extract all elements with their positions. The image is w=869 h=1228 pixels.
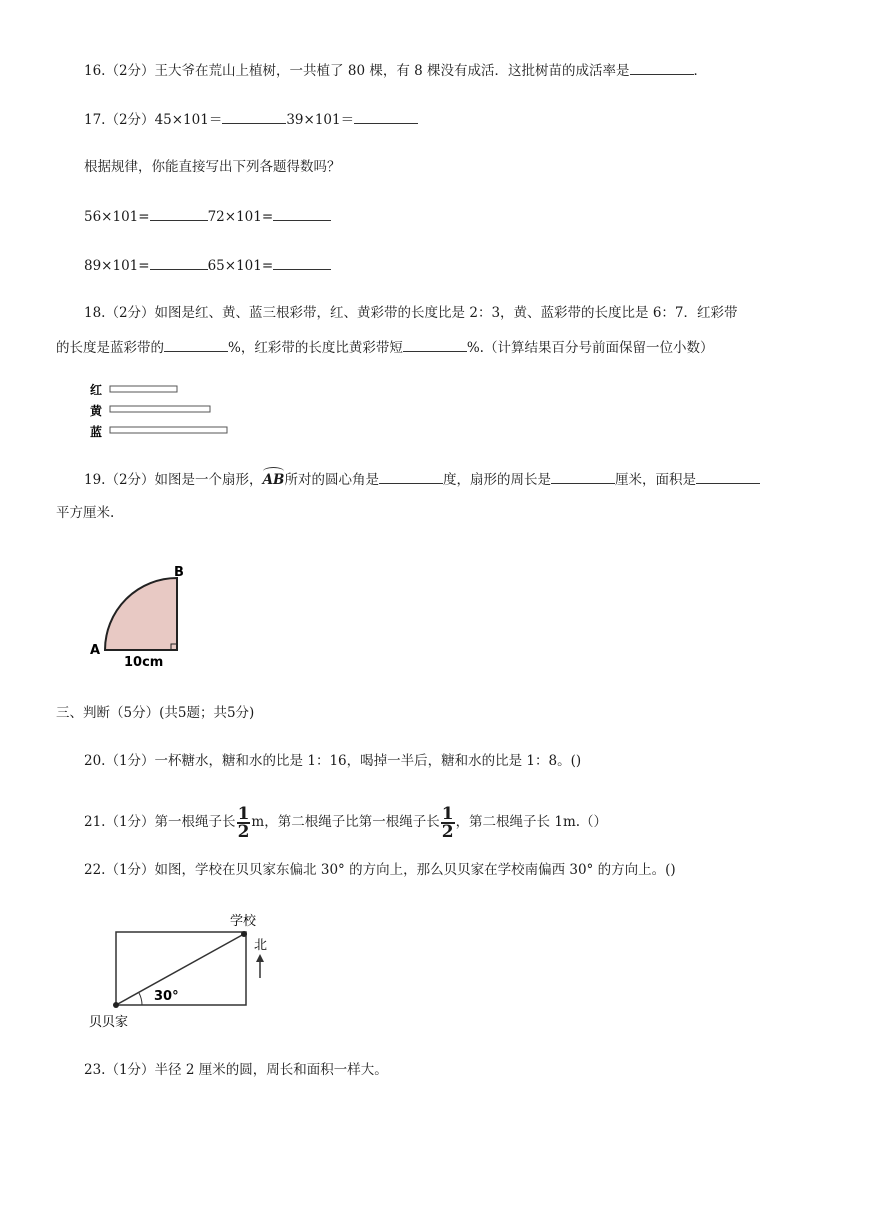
ribbon-figure	[88, 378, 238, 440]
question-17-row-1: 56×101= 72×101=	[84, 206, 331, 227]
home-point	[113, 1002, 119, 1008]
sector-shape	[105, 578, 177, 650]
question-17-row-2: 89×101= 65×101=	[84, 255, 331, 276]
ribbon-label-yellow: 黄	[90, 404, 103, 418]
question-19-line-1: 19.（2分）如图是一个扇形，AB所对的圆心角是 度，扇形的周长是 厘米，面积是	[84, 469, 760, 490]
answer-blank[interactable]	[630, 60, 694, 75]
answer-blank[interactable]	[222, 109, 286, 124]
fraction-one-half: $\frac{1}{2}$	[441, 803, 454, 842]
point-a-label: A	[90, 643, 101, 658]
point-b-label: B	[174, 565, 184, 580]
arc-ab-symbol: AB	[262, 472, 285, 488]
question-19-line-2: 平方厘米.	[56, 505, 115, 521]
radius-label: 10cm	[124, 655, 164, 670]
question-23: 23.（1分）半径 2 厘米的圆，周长和面积一样大。	[84, 1062, 388, 1078]
angle-arc	[139, 993, 142, 1005]
answer-blank[interactable]	[696, 469, 760, 484]
question-17-prompt: 根据规律，你能直接写出下列各题得数吗？	[84, 159, 341, 175]
ribbon-blue	[110, 427, 227, 433]
sector-figure	[84, 562, 194, 672]
answer-blank[interactable]	[354, 109, 418, 124]
direction-figure	[84, 906, 284, 1036]
answer-blank[interactable]	[273, 255, 331, 270]
school-point	[241, 931, 247, 937]
ribbon-yellow	[110, 406, 210, 412]
angle-label: 30°	[154, 989, 179, 1004]
answer-blank[interactable]	[403, 337, 467, 352]
home-label: 贝贝家	[89, 1015, 129, 1030]
question-21: 21.（1分）第一根绳子长 $\frac{1}{2}$ m，第二根绳子比第一根绳子长 $\frac{1}{2}$ ，第二根绳子长 1m.（）	[84, 803, 608, 842]
question-17: 17.（2分）45×101＝ 39×101＝	[84, 109, 418, 130]
ribbon-red	[110, 386, 177, 392]
direction-line	[116, 934, 244, 1005]
section-3-heading: 三、判断（5分）(共5题；共5分)	[56, 705, 255, 721]
question-18-line-1: 18.（2分）如图是红、黄、蓝三根彩带，红、黄彩带的长度比是 2：3，黄、蓝彩带的长度比是 6：7．红彩带	[84, 305, 738, 321]
answer-blank[interactable]	[164, 337, 228, 352]
ribbon-label-red: 红	[90, 383, 103, 397]
answer-blank[interactable]	[150, 206, 208, 221]
school-label: 学校	[230, 914, 257, 929]
answer-blank[interactable]	[150, 255, 208, 270]
answer-blank[interactable]	[379, 469, 443, 484]
question-16: 16.（2分）王大爷在荒山上植树，一共植了 80 棵，有 8 棵没有成活．这批树苗的成活率是 ．	[84, 60, 707, 81]
question-20: 20.（1分）一杯糖水，糖和水的比是 1：16，喝掉一半后，糖和水的比是 1：8。()	[84, 753, 582, 769]
ribbon-label-blue: 蓝	[90, 425, 103, 439]
answer-blank[interactable]	[551, 469, 615, 484]
north-label: 北	[254, 938, 268, 953]
fraction-one-half: $\frac{1}{2}$	[237, 803, 250, 842]
answer-blank[interactable]	[273, 206, 331, 221]
question-18-line-2: 的长度是蓝彩带的 %，红彩带的长度比黄彩带短 %.（计算结果百分号前面保留一位小数）	[56, 337, 713, 358]
question-22: 22.（1分）如图，学校在贝贝家东偏北 30° 的方向上，那么贝贝家在学校南偏西 30° 的方向上。()	[84, 862, 676, 878]
north-arrow-icon	[256, 954, 264, 962]
